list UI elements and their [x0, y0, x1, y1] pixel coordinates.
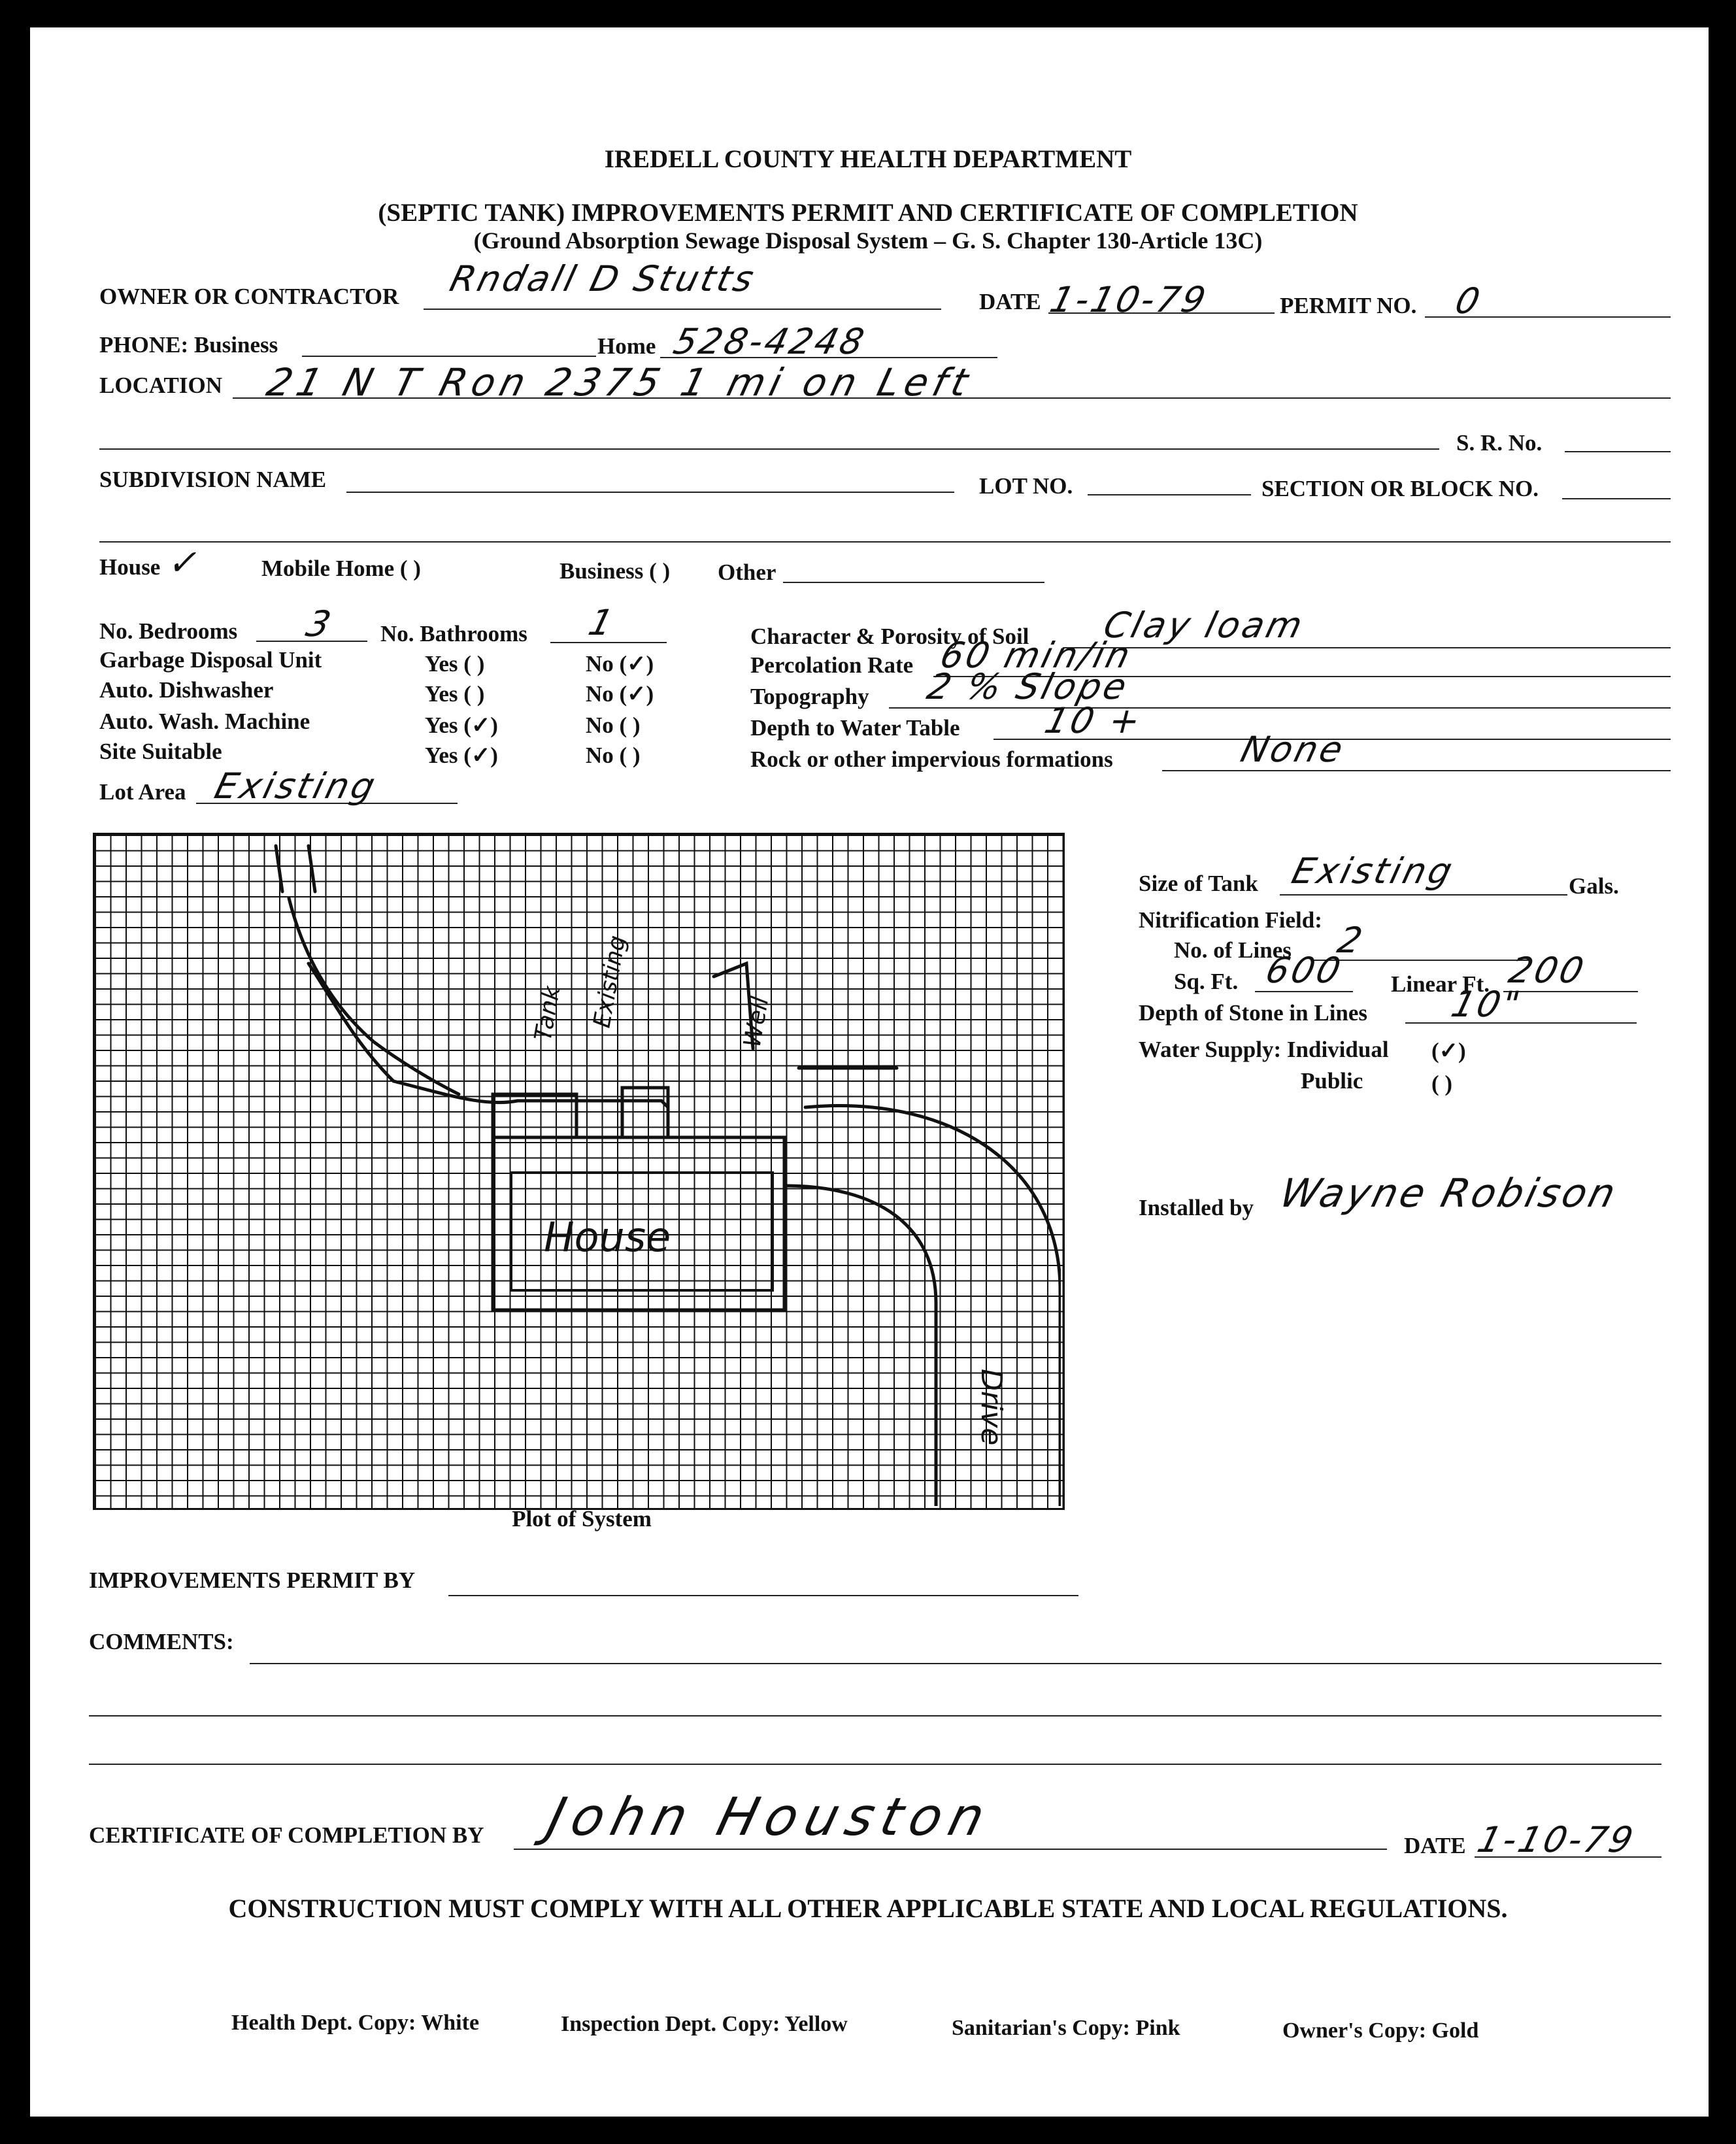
sqft-label: Sq. Ft.: [1174, 969, 1239, 994]
completion-date-label: DATE: [1404, 1833, 1466, 1858]
installed-by-value: Wayne Robison: [1275, 1171, 1623, 1216]
certificate-line: [514, 1849, 1387, 1850]
divider-line: [99, 541, 1671, 543]
drainfield-line-2: [289, 898, 459, 1094]
copy-white: Health Dept. Copy: White: [231, 2011, 480, 2035]
washer-yes: Yes (✓): [425, 712, 498, 738]
sqft-value: 600: [1261, 950, 1348, 991]
plot-sketch: [93, 833, 1061, 1506]
bedrooms-value: 3: [302, 603, 338, 645]
bathrooms-label: No. Bathrooms: [380, 621, 527, 646]
lot-no-line: [1088, 494, 1251, 495]
lines-value: 2: [1333, 920, 1369, 961]
tank-size-line: [1280, 894, 1567, 896]
department-title: IREDELL COUNTY HEALTH DEPARTMENT: [604, 145, 1132, 173]
permit-by-label: IMPROVEMENTS PERMIT BY: [89, 1567, 416, 1593]
location-line-2: [99, 448, 1439, 450]
water-table-value: 10 +: [1041, 700, 1148, 741]
other-line: [783, 582, 1044, 583]
garbage-yes: Yes ( ): [425, 651, 485, 677]
public-mark: ( ): [1431, 1071, 1453, 1096]
subdivision-label: SUBDIVISION NAME: [99, 467, 327, 492]
comments-line-2: [89, 1715, 1661, 1717]
permit-by-line: [448, 1595, 1078, 1596]
home-phone-label: Home: [597, 333, 656, 359]
location-label: LOCATION: [99, 373, 222, 398]
water-supply-label: Water Supply: Individual: [1139, 1037, 1389, 1062]
rock-value: None: [1237, 729, 1350, 770]
washer-no: No ( ): [586, 712, 641, 738]
site-yes: Yes (✓): [425, 743, 498, 768]
lines-label: No. of Lines: [1174, 937, 1292, 963]
stone-depth-line: [1405, 1022, 1637, 1024]
comments-line-3: [89, 1764, 1661, 1765]
house-sketch-label: House: [544, 1213, 671, 1261]
certificate-signature: John Houston: [541, 1786, 999, 1847]
plot-caption: Plot of System: [512, 1506, 652, 1532]
certificate-label: CERTIFICATE OF COMPLETION BY: [89, 1822, 484, 1848]
linear-ft-value: 200: [1505, 950, 1591, 991]
soil-label: Character & Porosity of Soil: [750, 624, 1029, 649]
soil-value: Clay loam: [1099, 605, 1309, 646]
business-phone-line: [302, 356, 596, 357]
bathrooms-value: 1: [584, 602, 620, 643]
drive-sketch-label: Drive: [975, 1369, 1008, 1446]
drainfield-line-3: [276, 846, 282, 892]
other-label: Other: [718, 560, 776, 585]
rock-label: Rock or other impervious formations: [750, 746, 1113, 772]
drainfield-line-4: [309, 846, 315, 892]
dishwasher-label: Auto. Dishwasher: [99, 677, 274, 703]
home-phone-value: 528-4248: [669, 321, 871, 362]
lot-area-label: Lot Area: [99, 779, 186, 805]
drive-outer: [805, 1105, 1060, 1506]
owner-line: [424, 309, 941, 310]
nitrification-label: Nitrification Field:: [1139, 907, 1322, 933]
permit-value: 0: [1451, 280, 1487, 322]
phone-label: PHONE: Business: [99, 332, 278, 358]
bedrooms-label: No. Bedrooms: [99, 618, 238, 644]
form-subtitle: (Ground Absorption Sewage Disposal System – G. S. Chapter 130-Article 13C): [473, 227, 1263, 254]
sr-no-line: [1565, 451, 1671, 452]
percolation-label: Percolation Rate: [750, 652, 914, 678]
tank-size-label: Size of Tank: [1139, 871, 1258, 896]
copy-pink: Sanitarian's Copy: Pink: [952, 2016, 1180, 2040]
compliance-notice: CONSTRUCTION MUST COMPLY WITH ALL OTHER APPLICABLE STATE AND LOCAL REGULATIONS.: [228, 1894, 1508, 1923]
soil-line: [1063, 647, 1671, 648]
sqft-line: [1255, 991, 1353, 992]
section-label: SECTION OR BLOCK NO.: [1261, 476, 1539, 501]
garbage-label: Garbage Disposal Unit: [99, 647, 322, 673]
copy-yellow: Inspection Dept. Copy: Yellow: [561, 2012, 848, 2036]
installed-by-label: Installed by: [1139, 1195, 1254, 1220]
topography-value: 2 % Slope: [923, 666, 1133, 707]
location-value: 21 N T Ron 2375 1 mi on Left: [262, 360, 978, 405]
lot-area-value: Existing: [210, 765, 382, 807]
completion-date-value: 1-10-79: [1473, 1819, 1640, 1860]
washer-label: Auto. Wash. Machine: [99, 709, 310, 734]
date-label: DATE: [979, 289, 1041, 314]
dishwasher-yes: Yes ( ): [425, 681, 485, 707]
subdivision-line: [346, 492, 954, 493]
owner-label: OWNER OR CONTRACTOR: [99, 284, 399, 309]
individual-mark: (✓): [1431, 1038, 1466, 1064]
water-table-label: Depth to Water Table: [750, 715, 960, 741]
owner-value: Rndall D Stutts: [446, 258, 761, 299]
tank-size-value: Existing: [1288, 850, 1459, 892]
tank-box-2: [622, 1088, 668, 1137]
public-label: Public: [1301, 1068, 1363, 1094]
garbage-no: No (✓): [586, 651, 654, 677]
stone-depth-label: Depth of Stone in Lines: [1139, 1000, 1368, 1026]
linear-ft-label: Linear Ft.: [1391, 971, 1490, 997]
mobile-home-label: Mobile Home ( ): [261, 556, 421, 581]
lot-no-label: LOT NO.: [979, 473, 1073, 499]
existing-line-sketch-label: Existing: [588, 933, 631, 1030]
form-title: (SEPTIC TANK) IMPROVEMENTS PERMIT AND CERTIFICATE OF COMPLETION: [378, 199, 1358, 227]
house-check: ✓: [165, 542, 208, 583]
drive-inner: [784, 1186, 936, 1506]
tank-unit-label: Gals.: [1569, 873, 1619, 899]
well-sketch-label: Well: [739, 994, 775, 1050]
business-label: Business ( ): [559, 558, 671, 584]
tank-sketch-label: Tank: [529, 984, 566, 1043]
rock-line: [1162, 770, 1671, 771]
comments-label: COMMENTS:: [89, 1629, 234, 1654]
topography-label: Topography: [750, 684, 869, 709]
permit-label: PERMIT NO.: [1280, 293, 1417, 318]
comments-line-1: [250, 1663, 1661, 1664]
percolation-value: 60 min/in: [936, 635, 1137, 676]
dishwasher-no: No (✓): [586, 681, 654, 707]
copy-gold: Owner's Copy: Gold: [1282, 2018, 1479, 2043]
site-suitable-label: Site Suitable: [99, 739, 222, 764]
date-value: 1-10-79: [1046, 279, 1212, 320]
house-label: House: [99, 554, 161, 580]
section-line: [1562, 498, 1671, 499]
stone-depth-value: 10": [1447, 984, 1527, 1025]
topography-line: [889, 707, 1671, 709]
sr-no-label: S. R. No.: [1456, 430, 1543, 456]
site-no: No ( ): [586, 743, 641, 768]
